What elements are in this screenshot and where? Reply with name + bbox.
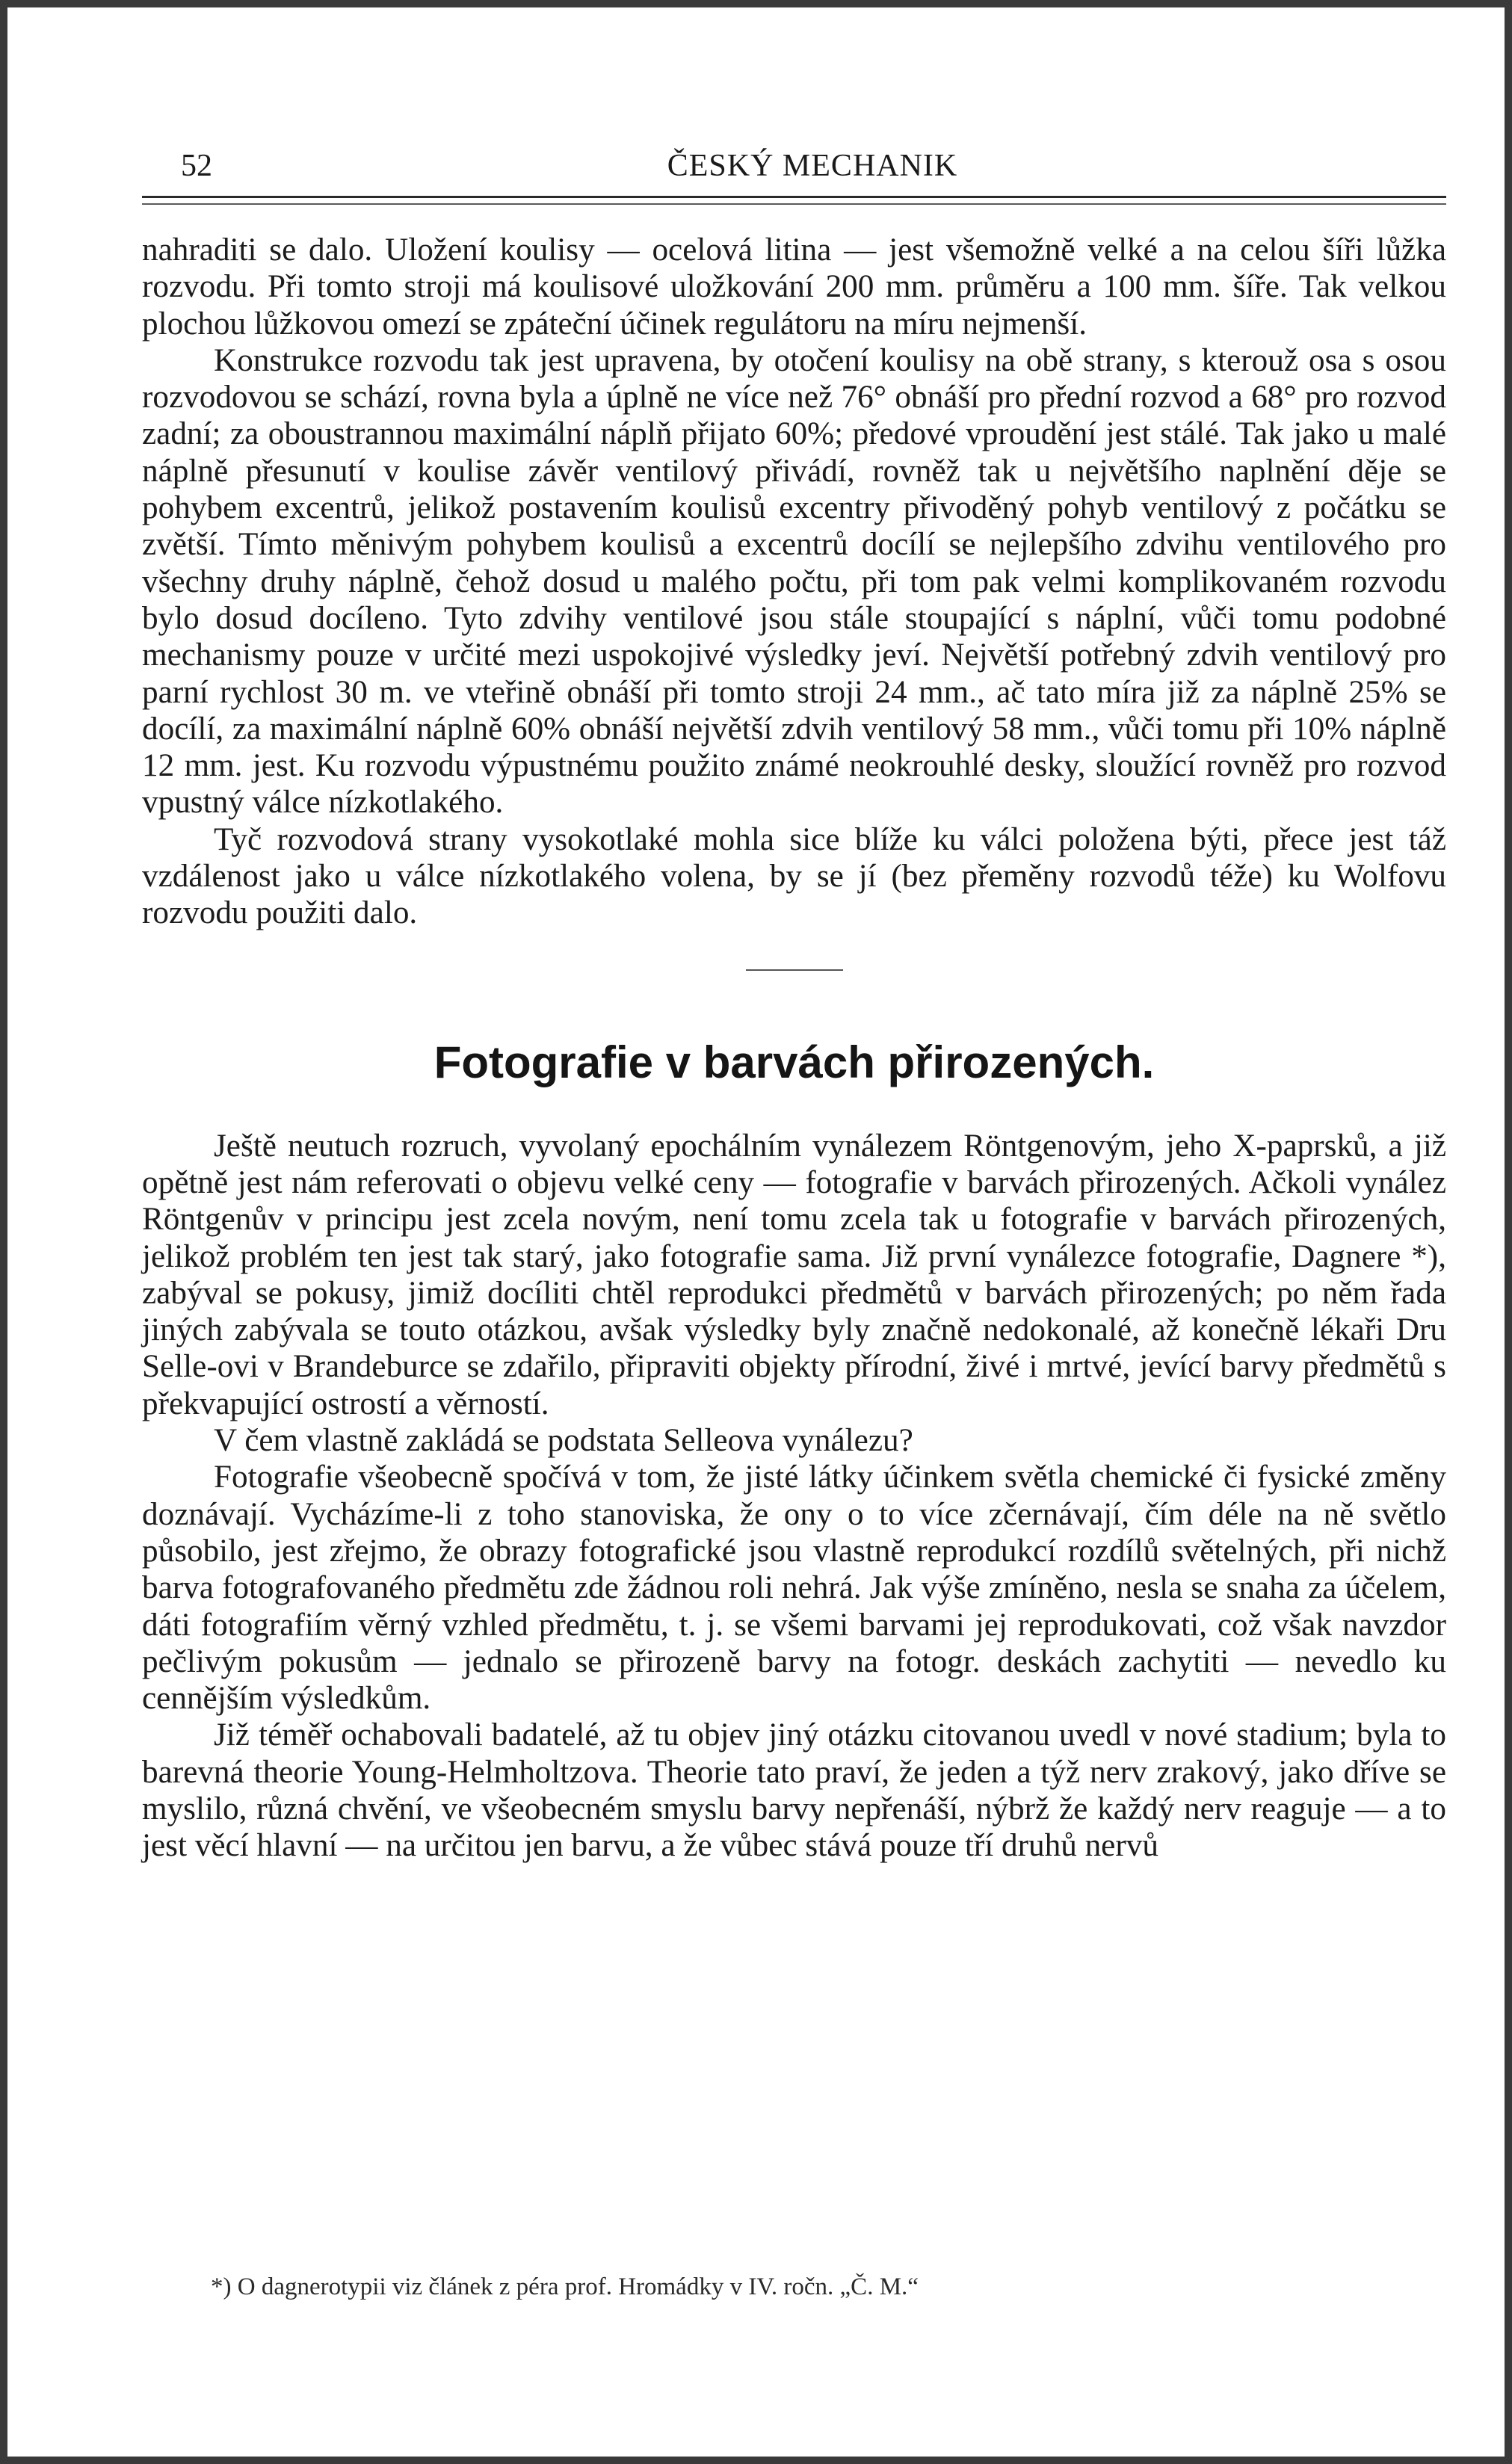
paragraph: Ještě neutuch rozruch, vyvolaný epochálním vynálezem Röntgenovým, jeho X-paprsků, a již opětně jest nám referovati o objevu velké ceny — fotografie v barvách přirozených. Ačkoli vynález Röntgenův v principu jest zcela novým, není tomu zcela tak u fotografie v barvách přirozených, jelikož problém ten jest tak starý, jako fotografie sama. Již první vynálezce fotografie, Dagnere *), zabýval se pokusy, jimiž docíliti chtěl reprodukci předmětů v barvách přirozených; po něm řada jiných zabývala se touto otázkou, avšak výsledky byly značně nedokonalé, až konečně lékaři Dru Selle-ovi v Brandeburce se zdařilo, připraviti objekty přírodní, živé i mrtvé, jevící barvy předmětů s překvapující ostrostí a věrností.	[142, 1128, 1446, 1421]
running-head	[181, 148, 1444, 185]
article-heading: Fotografie v barvách přirozených.	[433, 1037, 1155, 1087]
page-number: 52	[181, 149, 212, 183]
journal-title: ČESKÝ MECHANIK	[667, 149, 958, 183]
section-separator	[746, 969, 843, 971]
page-body	[142, 232, 1446, 1865]
paragraph: nahraditi se dalo. Uložení koulisy — ocelová litina — jest všemožně velké a na celou šíři lůžka rozvodu. Při tomto stroji má koulisové uložkování 200 mm. průměru a 100 mm. šíře. Tak velkou plochou lůžkovou omezí se zpáteční účinek regulátoru na míru nejmenší.	[142, 232, 1446, 342]
paragraph: V čem vlastně zakládá se podstata Selleova vynálezu?	[214, 1423, 913, 1459]
page	[7, 7, 1505, 2457]
paragraph: Konstrukce rozvodu tak jest upravena, by otočení koulisy na obě strany, s kterouž osa s osou rozvodovou se schází, rovna byla a úplně ne více než 76° obnáší pro přední rozvod a 68° pro rozvod zadní; za oboustrannou maximální náplň přijato 60%; předové vproudění jest stálé. Tak jako u malé náplně přesunutí v koulise závěr ventilový přivádí, rovněž tak u největšího naplnění děje se pohybem excentrů, jelikož postavením koulisů excentry přivoděný pohyb ventilový z počátku se zvětší. Tímto měnivým pohybem koulisů a excentrů docílí se nejlepšího zdvihu ventilového pro všechny druhy náplně, čehož dosud u malého počtu, při tom pak velmi komplikovaném rozvodu bylo dosud docíleno. Tyto zdvihy ventilové jsou stále stoupající s náplní, vůči tomu podobné mechanismy pouze v určité mezi uspokojivé výsledky jeví. Největší potřebný zdvih ventilový pro parní rychlost 30 m. ve vteřině obnáší při tomto stroji 24 mm., ač tato míra již za náplně 25% se docílí, za maximální náplně 60% obnáší největší zdvih ventilový 58 mm., vůči tomu při 10% náplně 12 mm. jest. Ku rozvodu výpustnému použito známé neokrouhlé desky, sloužící rovněž pro rozvod vpustný válce nízkotlakého.	[142, 342, 1446, 821]
header-rule-thin	[142, 203, 1446, 205]
footnote: *) O dagnerotypii viz článek z péra prof. Hromádky v IV. ročn. „Č. M.“	[211, 2273, 919, 2300]
paragraph: Tyč rozvodová strany vysokotlaké mohla sice blíže ku válci položena býti, přece jest táž vzdálenost jako u válce nízkotlakého volena, by se jí (bez přeměny rozvodů téže) ku Wolfovu rozvodu použiti dalo.	[142, 821, 1446, 931]
paragraph: Již téměř ochabovali badatelé, až tu objev jiný otázku citovanou uvedl v nové stadium; byla to barevná theorie Young-Helmholtzova. Theorie tato praví, že jeden a týž nerv zrakový, jako dříve se myslilo, různá chvění, ve všeobecném smyslu barvy nepřenáší, nýbrž že každý nerv reaguje — a to jest věcí hlavní — na určitou jen barvu, a že vůbec stává pouze tří druhů nervů	[142, 1717, 1446, 1864]
paragraph: Fotografie všeobecně spočívá v tom, že jisté látky účinkem světla chemické či fysické změny doznávají. Vycházíme-li z toho stanoviska, že ony o to více zčernávají, čím déle na ně světlo působilo, jest zřejmo, že obrazy fotografické jsou vlastně reprodukcí rozdílů světelných, při nichž barva fotografovaného předmětu zde žádnou roli nehrá. Jak výše zmíněno, nesla se snaha za účelem, dáti fotografiím věrný vzhled předmětu, t. j. se všemi barvami jej reprodukovati, což však navzdor pečlivým pokusům — jednalo se přirozeně barvy na fotogr. deskách zachytiti — nevedlo ku cennějším výsledkům.	[142, 1460, 1446, 1717]
header-rule	[142, 196, 1446, 198]
